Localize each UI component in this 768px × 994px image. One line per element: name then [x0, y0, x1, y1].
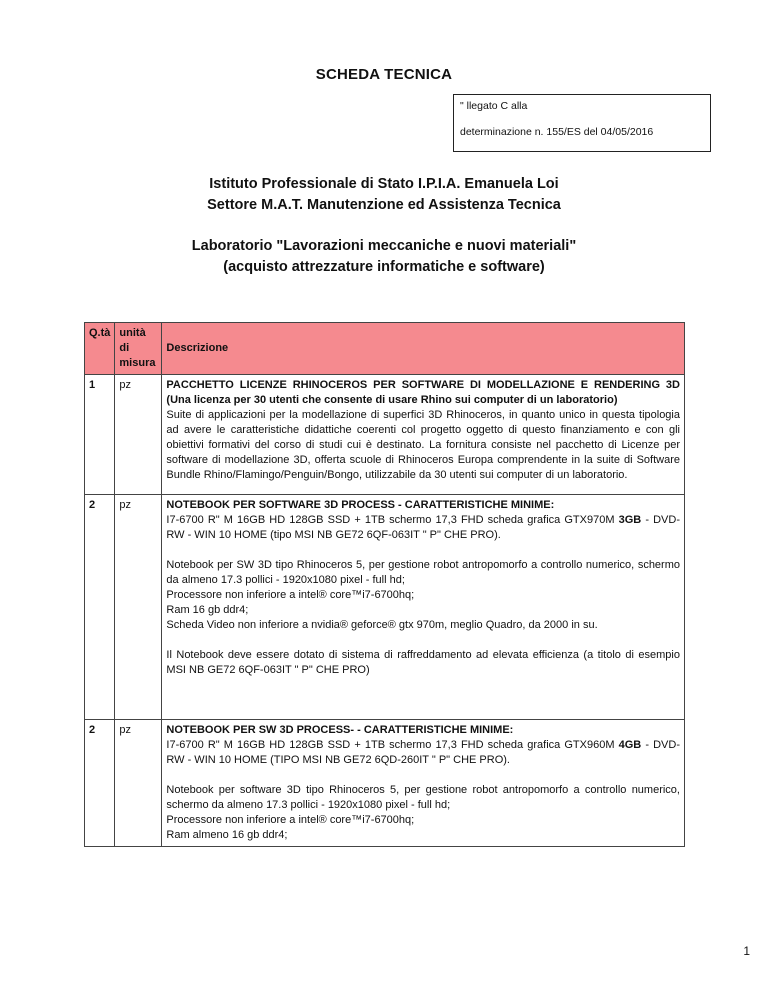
laboratory-heading [0, 236, 768, 278]
table-row [85, 720, 685, 847]
row-description [162, 375, 685, 495]
item-detail: Processore non inferiore a intel® core™i7-6700hq; [166, 589, 415, 601]
item-spec [166, 513, 680, 543]
table-row [85, 375, 685, 495]
header-unit-line: di [119, 342, 130, 354]
row-unit: pz [115, 720, 162, 847]
items-table [84, 322, 685, 847]
item-title: PACCHETTO LICENZE RHINOCEROS PER SOFTWARE DI MODELLAZIONE E RENDERING 3D (Una licenza per 30 utenti che consente di usare Rhino sui computer di un laboratorio) [166, 379, 680, 406]
header-unit-line: unità [119, 327, 146, 339]
row-unit: pz [115, 375, 162, 495]
item-detail: Notebook per software 3D tipo Rhinoceros 5, per gestione robot antropomorfo a controllo numerico, schermo da almeno 17.3 pollici - 1920x1080 pixel - full hd; [166, 784, 680, 811]
spec-text: I7-6700 R" M 16GB HD 128GB SSD + 1TB schermo 17,3 FHD scheda grafica GTX960M [166, 739, 619, 751]
annex-reference-box [453, 94, 711, 152]
institute-heading [0, 174, 768, 216]
item-body: Suite di applicazioni per la modellazione di superfici 3D Rhinoceros, in quanto unico in questa tipologia ad avere le caratteristiche didattiche coerenti col progetto oggetto di questo finanziamento e con gli obiettivi formativi del corso di studi cui è destinato. La fornitura consiste nel pacchetto di Licenze per software di modellazione 3D, offerta scuole di Rhinoceros Europa comprendente in la suite di Software Bundle Rhino/Flamingo/Penguin/Bongo, utilizzabile da 30 utenti sui computer di un laboratorio. [166, 409, 680, 481]
spec-text: - DVD-RW - WIN 10 HOME (TIPO MSI NB GE72 6QD-260IT " P" CHE PRO). [166, 739, 680, 766]
item-detail: Ram almeno 16 gb ddr4; [166, 829, 288, 841]
row-description [162, 720, 685, 847]
spec-text: - DVD-RW - WIN 10 HOME (tipo MSI NB GE72 6QF-063IT " P" CHE PRO). [166, 514, 680, 541]
spec-text: I7-6700 R" M 16GB HD 128GB SSD + 1TB schermo 17,3 FHD scheda grafica GTX970M [166, 514, 619, 526]
institute-name: Istituto Professionale di Stato I.P.I.A. Emanuela Loi [209, 176, 559, 192]
annex-line-1: " llegato C alla [460, 100, 528, 112]
row-qty: 1 [85, 375, 115, 495]
institute-sector: Settore M.A.T. Manutenzione ed Assistenza Tecnica [207, 197, 561, 213]
row-qty: 2 [85, 495, 115, 720]
header-qty: Q.tà [85, 323, 115, 375]
item-detail: Processore non inferiore a intel® core™i7-6700hq; [166, 814, 415, 826]
table-header-row [85, 323, 685, 375]
item-detail: Scheda Video non inferiore a nvidia® geforce® gtx 970m, meglio Quadro, da 2000 in su. [166, 619, 598, 631]
header-unit [115, 323, 162, 375]
item-cooling-note: Il Notebook deve essere dotato di sistema di raffreddamento ad elevata efficienza (a titolo di esempio MSI NB GE72 6QF-063IT " P" CHE PRO) [166, 649, 680, 676]
row-description [162, 495, 685, 720]
laboratory-subtitle: (acquisto attrezzature informatiche e software) [223, 259, 545, 275]
page-number: 1 [743, 944, 750, 958]
spec-vram: 4GB [618, 739, 642, 751]
item-detail: Notebook per SW 3D tipo Rhinoceros 5, per gestione robot antropomorfo a controllo numerico, schermo da almeno 17.3 pollici - 1920x1080 pixel - full hd; [166, 559, 680, 586]
item-title: NOTEBOOK PER SW 3D PROCESS- - CARATTERISTICHE MINIME: [166, 724, 514, 736]
item-spec [166, 738, 680, 768]
header-unit-line: misura [119, 357, 156, 369]
spec-vram: 3GB [618, 514, 642, 526]
header-description: Descrizione [162, 323, 685, 375]
row-qty: 2 [85, 720, 115, 847]
row-unit: pz [115, 495, 162, 720]
laboratory-name: Laboratorio "Lavorazioni meccaniche e nuovi materiali" [191, 238, 577, 254]
item-title: NOTEBOOK PER SOFTWARE 3D PROCESS - CARATTERISTICHE MINIME: [166, 499, 555, 511]
page-title: SCHEDA TECNICA [315, 66, 453, 83]
table-row [85, 495, 685, 720]
annex-line-2: determinazione n. 155/ES del 04/05/2016 [460, 126, 654, 138]
item-detail: Ram 16 gb ddr4; [166, 604, 249, 616]
